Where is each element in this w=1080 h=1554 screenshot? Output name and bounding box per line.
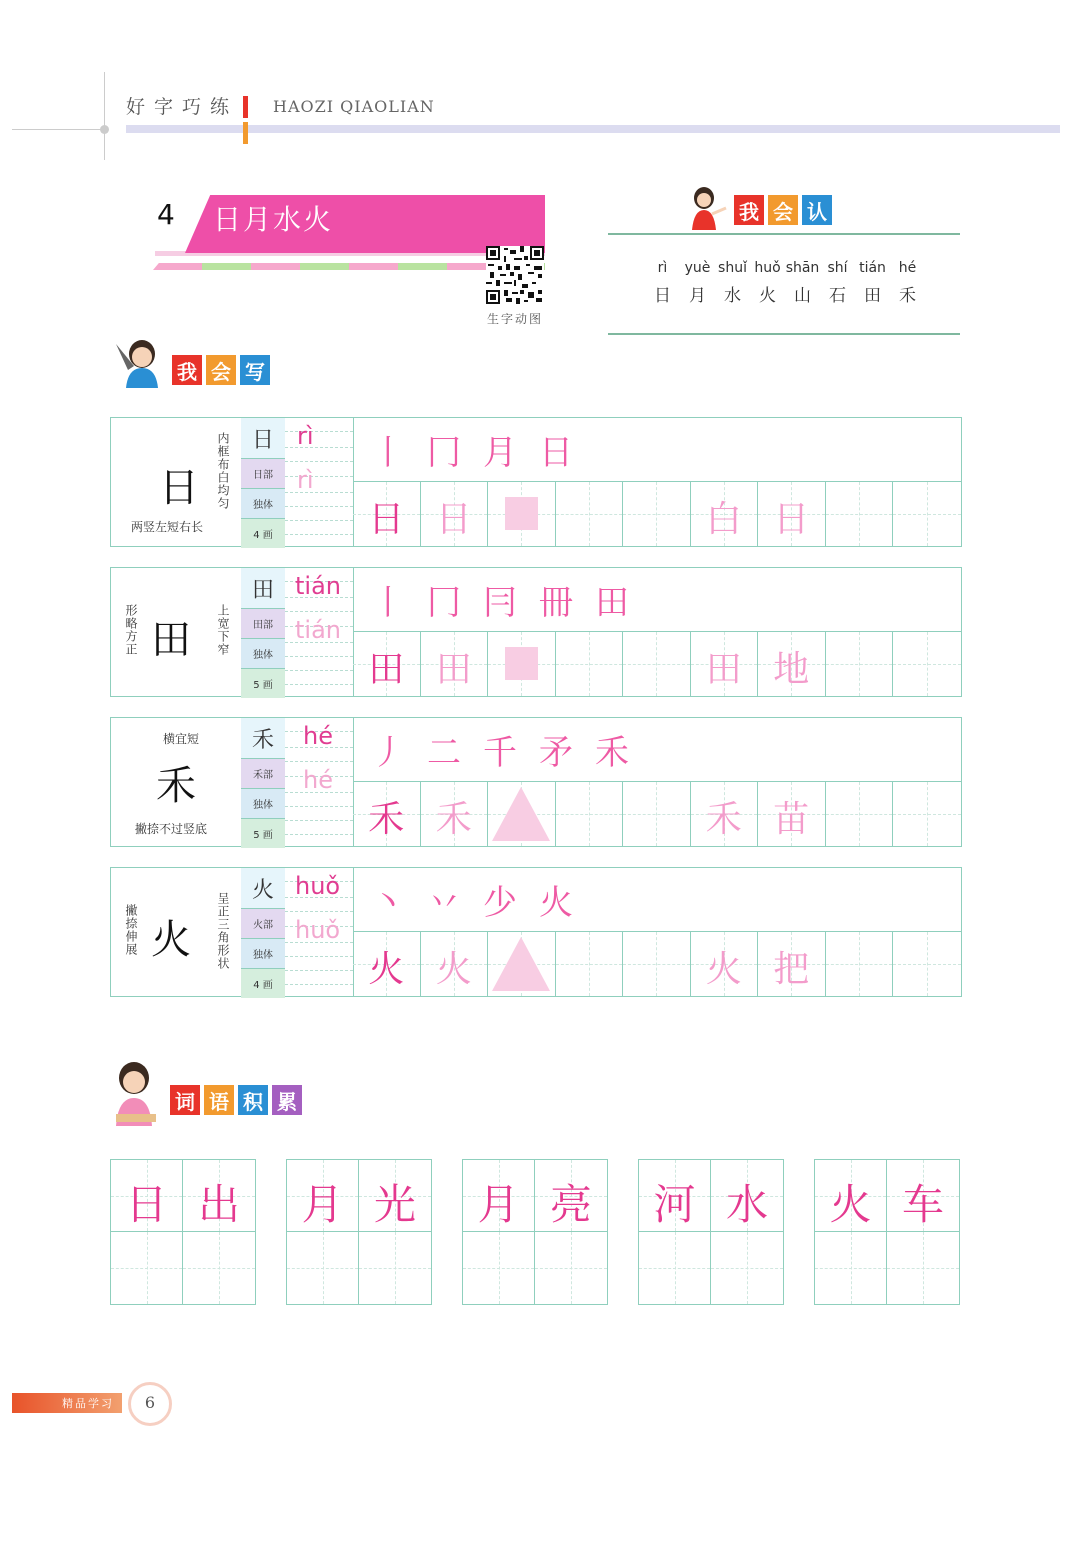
- stroke-step: 丿: [371, 733, 405, 773]
- vocab-word-grid: [286, 1159, 432, 1305]
- stroke-step: 丨: [371, 583, 405, 623]
- stroke-order: [353, 568, 961, 632]
- vocab-cell[interactable]: 月: [287, 1160, 359, 1232]
- tag-char: 我: [172, 355, 202, 385]
- pinyin-box: [285, 568, 354, 696]
- header-title-cn: 好字巧练: [126, 96, 239, 118]
- stroke-step: 丨: [371, 433, 405, 473]
- vocab-cell[interactable]: 月: [463, 1160, 535, 1232]
- practice-cell[interactable]: [623, 632, 691, 696]
- practice-cell[interactable]: [556, 482, 624, 546]
- practice-cell[interactable]: 日: [421, 482, 489, 546]
- practice-cell[interactable]: [488, 932, 556, 996]
- practice-cell[interactable]: [826, 782, 894, 846]
- vocab-cell[interactable]: 亮: [535, 1160, 607, 1232]
- recognize-tags: [734, 195, 836, 225]
- header-title-en: HAOZI QIAOLIAN: [273, 97, 435, 116]
- practice-grid: [353, 932, 961, 996]
- practice-cell[interactable]: [893, 632, 961, 696]
- vocab-cell[interactable]: 车: [887, 1160, 959, 1232]
- stroke-step: 冂: [427, 433, 461, 473]
- char-info: [241, 568, 286, 696]
- stroke-order: [353, 718, 961, 782]
- practice-cell[interactable]: [893, 932, 961, 996]
- char-info: [241, 868, 286, 996]
- lesson-title: 日月水火: [213, 203, 334, 236]
- demo-char: 田: [151, 617, 191, 663]
- demo-char: 禾: [156, 763, 196, 809]
- practice-cell[interactable]: [826, 932, 894, 996]
- vocab-cell[interactable]: [639, 1232, 711, 1304]
- tag-char: 语: [204, 1085, 234, 1115]
- pinyin: hé: [898, 260, 917, 276]
- stroke-step: 矛: [539, 733, 573, 773]
- vocab-word-grid: [110, 1159, 256, 1305]
- practice-cell[interactable]: 田: [353, 632, 421, 696]
- tip-note: 呈正三角形状: [216, 892, 230, 970]
- pinyin: shān: [785, 260, 820, 276]
- vocab-cell[interactable]: [463, 1232, 535, 1304]
- pinyin: huǒ: [754, 260, 781, 276]
- girl-reading-mascot-icon: [112, 1060, 160, 1126]
- writing-row: [110, 867, 962, 997]
- pinyin: tián: [859, 260, 886, 276]
- vocab-cell[interactable]: [887, 1232, 959, 1304]
- vocab-cell[interactable]: 光: [359, 1160, 431, 1232]
- vocab-cell[interactable]: [183, 1232, 255, 1304]
- recognize-char-row: [645, 281, 925, 306]
- tag-char: 累: [272, 1085, 302, 1115]
- stroke-step: 日: [539, 433, 573, 473]
- pinyin-box: [285, 418, 354, 546]
- tag-char: 写: [240, 355, 270, 385]
- stroke-step: 田: [595, 583, 629, 623]
- qr-label: 生字动图: [487, 312, 544, 326]
- info-structure: 独体: [241, 489, 285, 519]
- pinyin-trace: huǒ: [295, 916, 341, 944]
- vocab-word-grid: [462, 1159, 608, 1305]
- stroke-step: 冊: [539, 583, 573, 623]
- info-char: 火: [241, 868, 285, 909]
- boy-pen-mascot-icon: [112, 336, 164, 388]
- practice-cell[interactable]: [893, 482, 961, 546]
- practice-cell[interactable]: [826, 482, 894, 546]
- practice-cell[interactable]: [488, 482, 556, 546]
- header-mark-icon: [243, 96, 257, 118]
- pinyin-trace: rì: [297, 466, 314, 494]
- footer-label: 精品学习: [62, 1397, 114, 1410]
- qr-code-icon[interactable]: [486, 246, 544, 304]
- vocab-cell[interactable]: 出: [183, 1160, 255, 1232]
- vocab-cell[interactable]: [111, 1232, 183, 1304]
- char: 日: [654, 286, 671, 306]
- vocab-cell[interactable]: 河: [639, 1160, 711, 1232]
- info-stroke-count: 5 画: [241, 669, 285, 698]
- writing-row: [110, 567, 962, 697]
- practice-cell[interactable]: 禾: [421, 782, 489, 846]
- practice-cell[interactable]: [488, 632, 556, 696]
- practice-cell[interactable]: [826, 632, 894, 696]
- tip-note: 内框布白均匀: [216, 432, 230, 510]
- pinyin: shuǐ: [718, 260, 747, 276]
- tip-note: 横宜短: [163, 732, 200, 746]
- char: 田: [864, 286, 881, 306]
- practice-cell[interactable]: 白: [691, 482, 759, 546]
- demo-char: 火: [151, 917, 191, 963]
- vocab-cell[interactable]: [711, 1232, 783, 1304]
- pinyin-box: [285, 718, 354, 846]
- practice-cell[interactable]: 禾: [691, 782, 759, 846]
- practice-cell[interactable]: [893, 782, 961, 846]
- info-structure: 独体: [241, 939, 285, 969]
- practice-cell[interactable]: [623, 482, 691, 546]
- tip-note: 两竖左短右长: [131, 520, 204, 534]
- lesson-number: 4: [157, 198, 175, 231]
- vocab-cell[interactable]: [287, 1232, 359, 1304]
- practice-cell[interactable]: [556, 782, 624, 846]
- tip-note: 形略方正: [124, 604, 138, 656]
- practice-cell[interactable]: 田: [691, 632, 759, 696]
- info-char: 禾: [241, 718, 285, 759]
- char-info: [241, 418, 286, 546]
- girl-teacher-mascot-icon: [684, 184, 728, 230]
- tag-char: 会: [768, 195, 798, 225]
- pinyin-box: [285, 868, 354, 996]
- char: 水: [724, 286, 741, 306]
- info-radical: 火部: [241, 909, 285, 939]
- stroke-order: [353, 868, 961, 932]
- stroke-order: [353, 418, 961, 482]
- vocab-cell[interactable]: [815, 1232, 887, 1304]
- stroke-step: 二: [427, 733, 461, 773]
- char: 月: [689, 286, 706, 306]
- tip-note: 撇捺不过竖底: [135, 822, 208, 836]
- vocab-cell[interactable]: 水: [711, 1160, 783, 1232]
- pinyin-text: tián: [295, 572, 341, 600]
- info-radical: 日部: [241, 459, 285, 489]
- practice-cell[interactable]: [488, 782, 556, 846]
- pinyin-trace: hé: [303, 766, 333, 794]
- char-demo: [111, 568, 242, 696]
- practice-cell[interactable]: 火: [691, 932, 759, 996]
- pinyin-text: rì: [297, 422, 314, 450]
- stroke-step: 千: [483, 733, 517, 773]
- page-number: 6: [144, 1393, 156, 1412]
- char-info: [241, 718, 286, 846]
- practice-cell[interactable]: [623, 932, 691, 996]
- char: 火: [759, 286, 776, 306]
- info-char: 日: [241, 418, 285, 459]
- stroke-step: 月: [483, 433, 517, 473]
- stroke-step: 丷: [427, 883, 461, 923]
- vocab-word-grid: [638, 1159, 784, 1305]
- stroke-step: 丶: [371, 883, 405, 923]
- info-stroke-count: 4 画: [241, 519, 285, 548]
- practice-cell[interactable]: [623, 782, 691, 846]
- char: 山: [794, 286, 811, 306]
- practice-cell[interactable]: 把: [758, 932, 826, 996]
- char-demo: [111, 418, 242, 546]
- vocab-cell[interactable]: 火: [815, 1160, 887, 1232]
- practice-cell[interactable]: 日: [758, 482, 826, 546]
- practice-cell[interactable]: 地: [758, 632, 826, 696]
- writing-row: [110, 717, 962, 847]
- header-bar: [126, 125, 1060, 133]
- info-structure: 独体: [241, 639, 285, 669]
- pinyin: yuè: [684, 260, 711, 276]
- practice-cell[interactable]: 火: [353, 932, 421, 996]
- stroke-step: 少: [483, 883, 517, 923]
- stroke-step: 禾: [595, 733, 629, 773]
- vocab-tags: [170, 1085, 306, 1115]
- header-dot: [100, 125, 109, 134]
- header-divider-vertical: [104, 72, 105, 160]
- vocab-word-grid: [814, 1159, 960, 1305]
- tip-note: 上宽下窄: [216, 604, 230, 656]
- practice-cell[interactable]: 禾: [353, 782, 421, 846]
- stroke-step: 冃: [483, 583, 517, 623]
- pinyin-text: hé: [303, 722, 333, 750]
- char: 石: [829, 286, 846, 306]
- info-stroke-count: 4 画: [241, 969, 285, 998]
- pinyin: shí: [827, 260, 848, 276]
- info-char: 田: [241, 568, 285, 609]
- tag-char: 积: [238, 1085, 268, 1115]
- vocab-cell[interactable]: 日: [111, 1160, 183, 1232]
- tip-note: 撇捺伸展: [124, 904, 138, 956]
- practice-grid: [353, 782, 961, 846]
- practice-grid: [353, 482, 961, 546]
- practice-cell[interactable]: 田: [421, 632, 489, 696]
- info-structure: 独体: [241, 789, 285, 819]
- recognize-pinyin-row: [645, 260, 925, 276]
- vocab-cell[interactable]: [359, 1232, 431, 1304]
- info-stroke-count: 5 画: [241, 819, 285, 848]
- practice-grid: [353, 632, 961, 696]
- tag-char: 会: [206, 355, 236, 385]
- practice-cell[interactable]: 苗: [758, 782, 826, 846]
- info-radical: 禾部: [241, 759, 285, 789]
- stroke-step: 冂: [427, 583, 461, 623]
- char: 禾: [899, 286, 916, 306]
- vocab-cell[interactable]: [535, 1232, 607, 1304]
- tag-char: 认: [802, 195, 832, 225]
- demo-char: 日: [159, 465, 199, 511]
- pinyin-trace: tián: [295, 616, 341, 644]
- writing-row: [110, 417, 962, 547]
- practice-cell[interactable]: 火: [421, 932, 489, 996]
- tag-char: 词: [170, 1085, 200, 1115]
- header-divider-horizontal: [12, 129, 104, 130]
- stroke-step: 火: [539, 883, 573, 923]
- char-demo: [111, 718, 242, 846]
- practice-cell[interactable]: [556, 632, 624, 696]
- practice-cell[interactable]: 日: [353, 482, 421, 546]
- tag-char: 我: [734, 195, 764, 225]
- char-demo: [111, 868, 242, 996]
- pinyin: rì: [657, 260, 668, 276]
- write-tags: [172, 355, 274, 385]
- pinyin-text: huǒ: [295, 872, 341, 900]
- info-radical: 田部: [241, 609, 285, 639]
- practice-cell[interactable]: [556, 932, 624, 996]
